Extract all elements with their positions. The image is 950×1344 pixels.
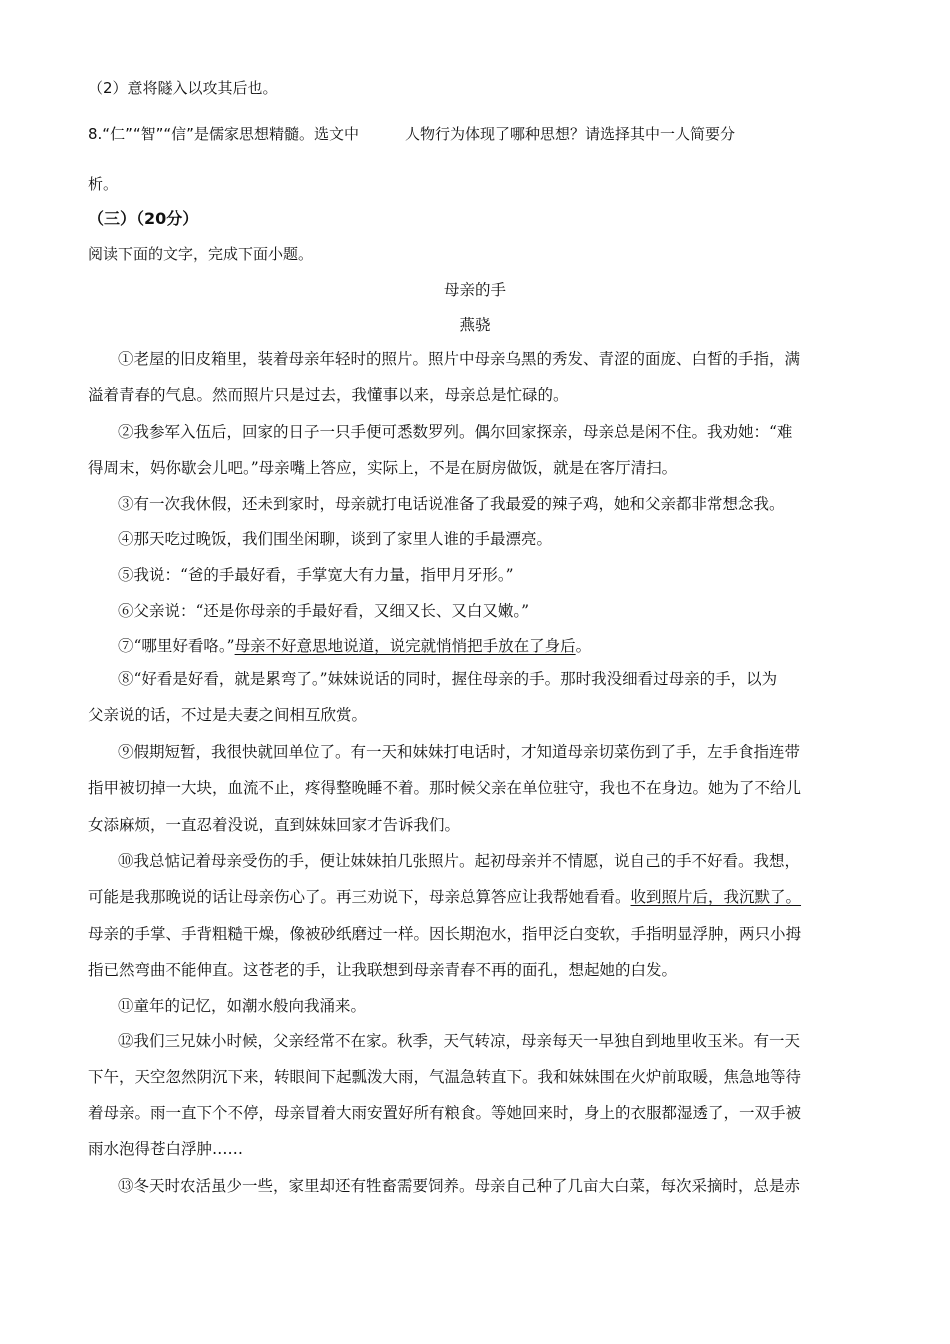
- paragraph-11: ⑪童年的记忆，如潮水般向我涌来。: [118, 997, 367, 1015]
- paragraph-7-underlined-sentence: 母亲不好意思地说道，说完就悄悄把手放在了身后: [234, 637, 576, 655]
- paragraph-5: ⑤我说：“爸的手最好看，手掌宽大有力量，指甲月牙形。”: [118, 566, 514, 584]
- paragraph-7-quote: ⑦“哪里好看咯。”: [118, 637, 235, 655]
- paragraph-12-line-3: 着母亲。雨一直下个不停，母亲冒着大雨安置好所有粮食。等她回来时，身上的衣服都湿透了，一双手被: [88, 1104, 802, 1122]
- paragraph-2-line-2: 得周末，妈你歇会儿吧。”母亲嘴上答应，实际上，不是在厨房做饭，就是在客厅清扫。: [88, 459, 678, 477]
- paragraph-10-line-2: [88, 887, 801, 907]
- question-8-text-before: 8.“仁”“智”“信”是儒家思想精髓。选文中: [88, 125, 359, 143]
- question-8-continuation: 析。: [88, 175, 119, 193]
- paragraph-12-line-2: 下午，天空忽然阴沉下来，转眼间下起瓢泼大雨，气温急转直下。我和妹妹围在火炉前取暖，焦急地等待: [88, 1068, 802, 1086]
- question-8-text-after: 人物行为体现了哪种思想？请选择其中一人简要分: [404, 125, 735, 143]
- question-7-2: （2）意将隧入以攻其后也。: [88, 79, 278, 97]
- paragraph-1-line-1: ①老屋的旧皮箱里，装着母亲年轻时的照片。照片中母亲乌黑的秀发、青涩的面庞、白皙的手指，满: [118, 350, 801, 368]
- paragraph-7-end: 。: [575, 637, 592, 655]
- paragraph-10-line-2-text: 可能是我那晚说的话让母亲伤心了。再三劝说下，母亲总算答应让我帮她看看。: [88, 888, 631, 906]
- section-heading: （三）（20分）: [88, 209, 199, 228]
- question-8: [88, 124, 735, 144]
- reading-instruction: 阅读下面的文字，完成下面小题。: [88, 245, 314, 263]
- article-author: 燕骁: [459, 316, 491, 334]
- paragraph-9-line-3: 女添麻烦，一直忍着没说，直到妹妹回家才告诉我们。: [88, 816, 461, 834]
- paragraph-4: ④那天吃过晚饭，我们围坐闲聊，谈到了家里人谁的手最漂亮。: [118, 530, 553, 548]
- paragraph-10-line-1: ⑩我总惦记着母亲受伤的手，便让妹妹拍几张照片。起初母亲并不情愿，说自己的手不好看。我想，: [118, 852, 801, 870]
- paragraph-13-line-1: ⑬冬天时农活虽少一些，家里却还有牲畜需要饲养。母亲自己种了几亩大白菜，每次采摘时，总是赤: [118, 1177, 801, 1195]
- article-title: 母亲的手: [443, 281, 506, 299]
- paragraph-10-line-3: 母亲的手掌、手背粗糙干燥，像被砂纸磨过一样。因长期泡水，指甲泛白变软，手指明显浮肿，两只小拇: [88, 925, 802, 943]
- paragraph-9-line-2: 指甲被切掉一大块，血流不止，疼得整晚睡不着。那时候父亲在单位驻守，我也不在身边。她为了不给儿: [88, 779, 802, 797]
- paragraph-8-line-1: ⑧“好看是好看，就是累弯了。”妹妹说话的同时，握住母亲的手。那时我没细看过母亲的手，以为: [118, 670, 778, 688]
- paragraph-7: [118, 636, 591, 656]
- paragraph-2-line-1: ②我参军入伍后，回家的日子一只手便可悉数罗列。偶尔回家探亲，母亲总是闲不住。我劝她：“难: [118, 423, 793, 441]
- paragraph-10-line-4: 指已然弯曲不能伸直。这苍老的手，让我联想到母亲青春不再的面孔，想起她的白发。: [88, 961, 678, 979]
- paragraph-6: ⑥父亲说：“还是你母亲的手最好看，又细又长、又白又嫩。”: [118, 602, 530, 620]
- paragraph-8-line-2: 父亲说的话，不过是夫妻之间相互欣赏。: [88, 706, 368, 724]
- paragraph-3: ③有一次我休假，还未到家时，母亲就打电话说准备了我最爱的辣子鸡，她和父亲都非常想念我。: [118, 495, 785, 513]
- paragraph-9-line-1: ⑨假期短暂，我很快就回单位了。有一天和妹妹打电话时，才知道母亲切菜伤到了手，左手食指连带: [118, 743, 801, 761]
- paragraph-10-underlined-sentence: 收到照片后，我沉默了。: [630, 888, 802, 906]
- paragraph-12-line-1: ⑫我们三兄妹小时候，父亲经常不在家。秋季，天气转凉，母亲每天一早独自到地里收玉米。有一天: [118, 1032, 801, 1050]
- paragraph-1-line-2: 溢着青春的气息。然而照片只是过去，我懂事以来，母亲总是忙碌的。: [88, 386, 569, 404]
- paragraph-12-line-4: 雨水泡得苍白浮肿……: [88, 1140, 244, 1158]
